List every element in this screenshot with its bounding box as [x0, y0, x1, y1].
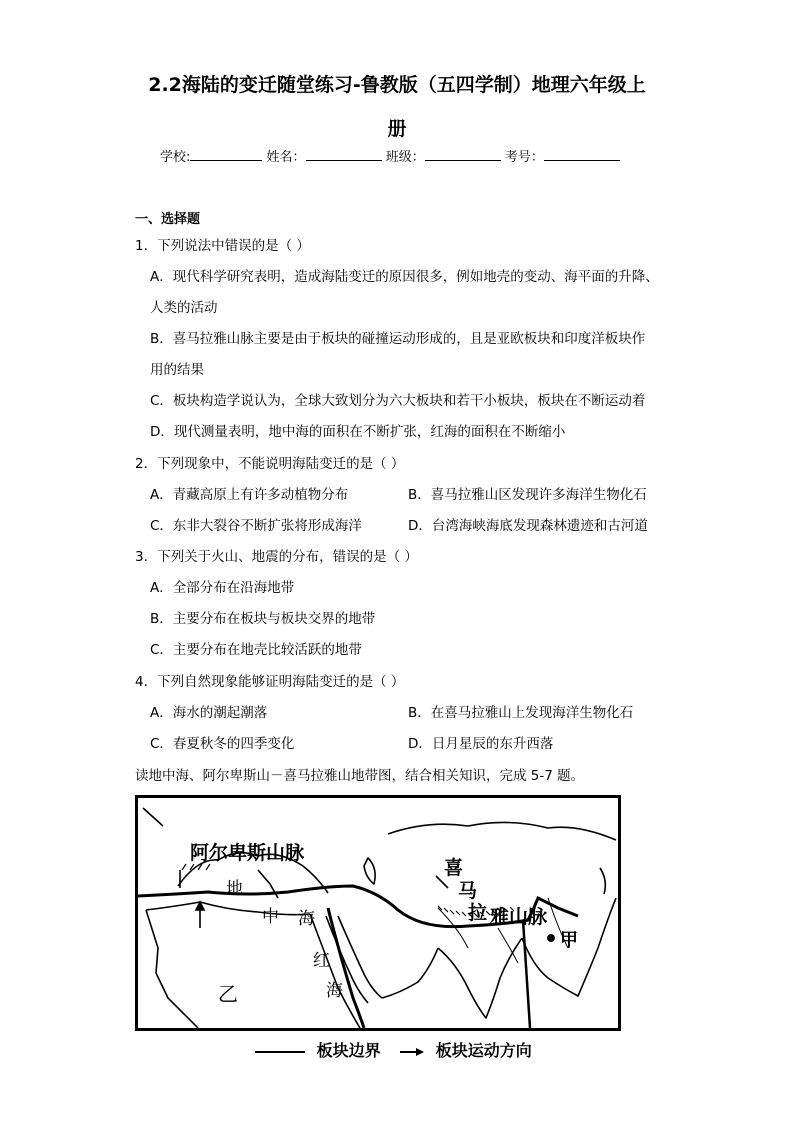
river-2	[498, 928, 518, 963]
plate-boundary-map	[135, 795, 621, 1031]
question-2-option-d[interactable]: D．台湾海峡海底发现森林遗迹和古河道	[408, 518, 648, 534]
map-intro-text: 读地中海、阿尔卑斯山－喜马拉雅山地带图，结合相关知识，完成 5-7 题。	[135, 768, 585, 784]
page-title-line1: 2.2海陆的变迁随堂练习-鲁教版（五四学制）地理六年级上	[148, 74, 646, 96]
question-1-option-b-cont: 用的结果	[150, 362, 204, 378]
question-1-stem: 1．下列说法中错误的是（ ）	[135, 238, 310, 254]
question-4-option-c[interactable]: C．春夏秋冬的四季变化	[150, 736, 295, 752]
coast-africa-west	[146, 910, 198, 1028]
map-label-xi: 喜	[444, 857, 464, 879]
islands	[600, 868, 605, 894]
map-label-hai: 海	[298, 909, 315, 929]
arabia-coast	[382, 948, 438, 998]
red-sea-east	[338, 916, 382, 998]
map-label-hong: 红	[313, 951, 330, 971]
question-3-option-c[interactable]: C．主要分布在地壳比较活跃的地带	[150, 642, 362, 658]
question-4-option-d[interactable]: D．日月星辰的东升西落	[408, 736, 554, 752]
section-heading: 一、选择题	[135, 212, 201, 227]
question-1-option-a-cont: 人类的活动	[150, 300, 218, 316]
class-label: 班级：	[385, 150, 425, 165]
question-2-option-c[interactable]: C．东非大裂谷不断扩张将形成海洋	[150, 518, 362, 534]
question-3-option-a[interactable]: A．全部分布在沿海地带	[150, 580, 295, 596]
name-field[interactable]	[306, 148, 382, 161]
number-field[interactable]	[544, 148, 620, 161]
arrow-icon	[400, 1042, 424, 1061]
map-label-zhong: 中	[262, 907, 279, 927]
map-label-hai2: 海	[326, 981, 343, 1001]
question-1-option-c[interactable]: C．板块构造学说认为，全球大致划分为六大板块和若干小板块，板块在不断运动着	[150, 393, 646, 409]
question-2-option-b[interactable]: B．喜马拉雅山区发现许多海洋生物化石	[408, 487, 647, 503]
coast-north-africa	[146, 902, 310, 915]
india-coast	[438, 938, 522, 1018]
map-label-yi: 乙	[218, 982, 238, 1006]
name-label: 姓名：	[266, 150, 306, 165]
question-1-option-b[interactable]: B．喜马拉雅山脉主要是由于板块的碰撞运动形成的，且是亚欧板块和印度洋板块作	[150, 331, 646, 347]
plate-boundary-line-south	[328, 908, 364, 1028]
point-jia-marker	[547, 934, 555, 942]
question-2-option-a[interactable]: A．青藏高原上有许多动植物分布	[150, 487, 349, 503]
map-label-alps: 阿尔卑斯山脉	[190, 842, 305, 864]
legend-direction-label: 板块运动方向	[435, 1041, 532, 1060]
question-1-option-d[interactable]: D．现代测量表明，地中海的面积在不断扩张，红海的面积在不断缩小	[150, 424, 566, 440]
question-4-option-a[interactable]: A．海水的潮起潮落	[150, 705, 268, 721]
map-label-yashan: 雅山脉	[490, 906, 548, 928]
number-label: 考号：	[504, 150, 544, 165]
map-legend	[255, 1038, 532, 1061]
school-field[interactable]	[190, 148, 262, 161]
map-label-jia: 甲	[560, 930, 578, 951]
question-2-stem: 2．下列现象中，不能说明海陆变迁的是（ ）	[135, 456, 405, 472]
class-field[interactable]	[425, 148, 501, 161]
map-label-di: 地	[226, 879, 243, 899]
school-label: 学校:	[160, 150, 191, 165]
map-label-la: 拉	[468, 902, 488, 924]
student-info-row	[160, 146, 620, 165]
question-3-stem: 3．下列关于火山、地震的分布，错误的是（ ）	[135, 549, 418, 565]
plate-boundary-line-east	[523, 920, 530, 1028]
question-3-option-b[interactable]: B．主要分布在板块与板块交界的地带	[150, 611, 376, 627]
page-title-line2: 册	[387, 118, 407, 140]
map-label-ma: 马	[458, 880, 478, 902]
asia-north	[388, 822, 616, 840]
boundary-line-icon	[255, 1051, 305, 1053]
legend-boundary-label: 板块边界	[316, 1041, 381, 1060]
caspian	[364, 858, 375, 884]
question-1-option-a[interactable]: A．现代科学研究表明，造成海陆变迁的原因很多，例如地壳的变动、海平面的升降、	[150, 269, 659, 285]
question-4-option-b[interactable]: B．在喜马拉雅山上发现海洋生物化石	[408, 705, 634, 721]
plate-motion-arrows	[143, 808, 448, 928]
question-4-stem: 4．下列自然现象能够证明海陆变迁的是（ ）	[135, 674, 405, 690]
